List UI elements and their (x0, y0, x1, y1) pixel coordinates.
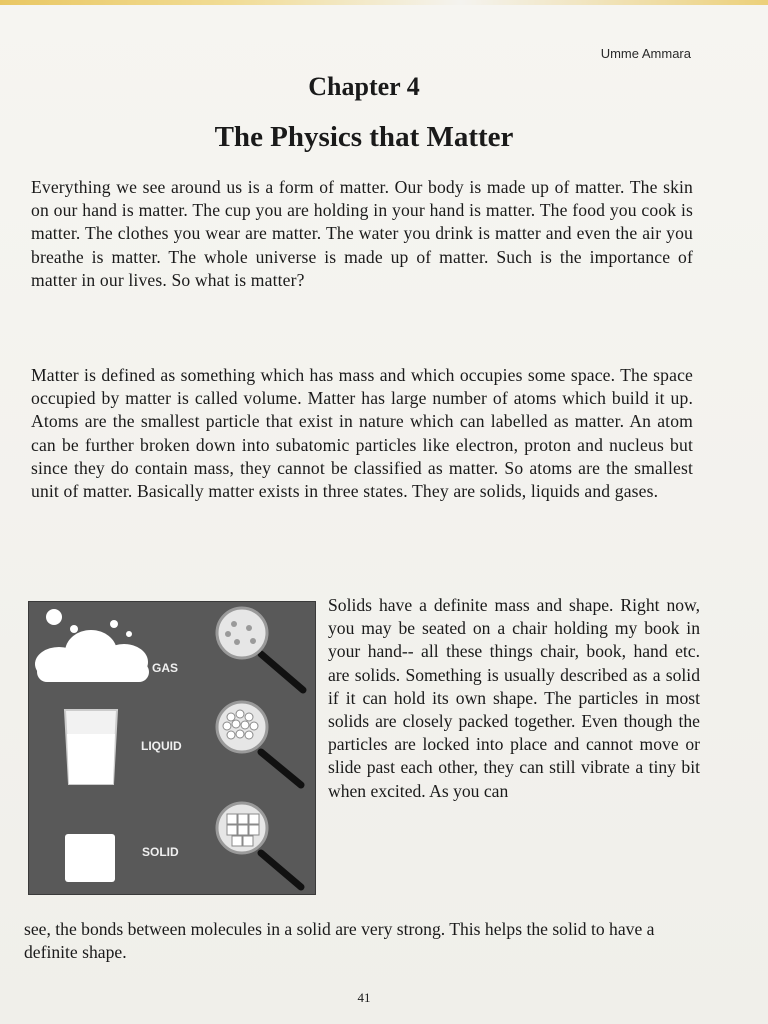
page-edge-strip (0, 0, 768, 5)
intro-paragraph: Everything we see around us is a form of matter. Our body is made up of matter. The skin on our hand is matter. The cup you are holding in your hand is matter. The food you cook is matter. The clothes you wear are matter. The water you drink is matter and even the air you breathe is matter. The whole universe is made up of matter. Such is the importance of matter in our lives. So what is matter? (31, 177, 693, 290)
liquid-magnifier-icon (217, 702, 301, 785)
definition-paragraph: Matter is defined as something which has mass and which occupies some space. The space occupied by matter is called volume. Matter has large number of atoms which build it up. Atoms are the smallest particle that exist in nature which can labelled as matter. An atom can be further broken down into subatomic particles like electron, proton and nucleus but since they do contain mass, they cannot be classified as matter. So atoms are the smallest unit of matter. Basically matter exists in three states. They are solids, liquids and gases. (31, 365, 693, 502)
author-name: Umme Ammara (600, 46, 691, 61)
chapter-title: The Physics that Matter (214, 121, 514, 153)
glass-icon (65, 710, 117, 784)
cloud-icon (35, 609, 149, 682)
gas-magnifier-icon (217, 608, 303, 690)
solids-paragraph: Solids have a definite mass and shape. Right now, you may be seated on a chair holding my book in your hand-- all these things chair, book, hand etc. are solids. Something is usually described as a solid if it can hold its own shape. The particles in most solids are closely packed together. Even though the particles are locked into place and cannot move or slide past each other, they can still vibrate a tiny bit when excited. As you can (328, 595, 700, 801)
page-number: 41 (357, 990, 371, 1005)
solid-label: SOLID (142, 845, 179, 859)
liquid-label: LIQUID (141, 739, 182, 753)
states-of-matter-figure (28, 601, 316, 895)
solids-paragraph-continued: see, the bonds between molecules in a solid are very strong. This helps the solid to have a definite shape. (24, 919, 655, 963)
solid-magnifier-icon (217, 803, 301, 887)
gas-label: GAS (152, 661, 179, 675)
solid-block-icon (65, 834, 115, 882)
chapter-heading: Chapter 4 (308, 72, 420, 101)
